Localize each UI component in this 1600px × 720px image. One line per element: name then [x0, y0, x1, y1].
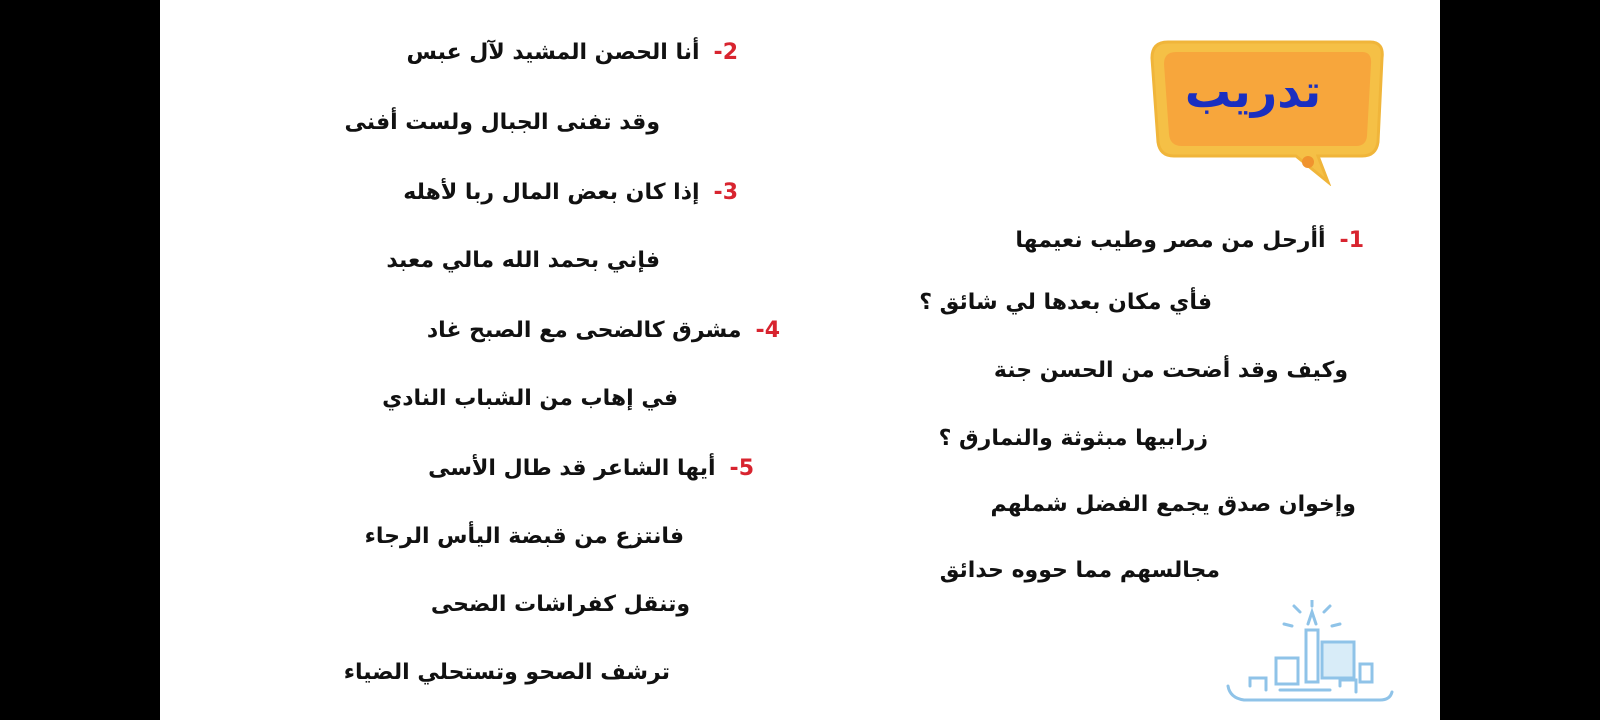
verse-number: 5-	[729, 456, 754, 481]
verse-3-line-2: فإني بحمد الله مالي معبد	[386, 248, 660, 273]
slide	[160, 0, 1440, 720]
verse-5-line-4: ترشف الصحو وتستحلي الضياء	[343, 660, 670, 685]
verse-4-line-2: في إهاب من الشباب النادي	[382, 386, 678, 411]
verse-5-line-2: فانتزع من قبضة اليأس الرجاء	[364, 524, 684, 549]
verse-number: 2-	[713, 40, 738, 65]
verse-4-line-1: 4-مشرق كالضحى مع الصبح غاد	[426, 318, 780, 343]
verse-1-line-4: زرابيها مبثوثة والنمارق ؟	[938, 426, 1208, 451]
verse-2-line-2: وقد تفنى الجبال ولست أفنى	[344, 110, 660, 135]
verse-5-line-1: 5-أيها الشاعر قد طال الأسى	[428, 456, 754, 481]
verse-3-line-1: 3-إذا كان بعض المال ربا لأهله	[403, 180, 738, 205]
verse-1-line-5: وإخوان صدق يجمع الفضل شملهم	[990, 492, 1356, 517]
verse-number: 3-	[713, 180, 738, 205]
verse-number: 4-	[755, 318, 780, 343]
verse-5-line-3: وتنقل كفراشات الضحى	[430, 592, 690, 617]
city-skyline-logo-icon	[1220, 600, 1400, 715]
verse-1-line-3: وكيف وقد أضحت من الحسن جنة	[993, 358, 1348, 383]
verse-2-line-1: 2-أنا الحصن المشيد لآل عبس	[406, 40, 738, 65]
verse-1-line-6: مجالسهم مما حووه حدائق	[939, 558, 1220, 583]
title-badge	[1148, 34, 1388, 186]
verse-number: 1-	[1339, 228, 1364, 253]
badge-title: تدريب	[1184, 64, 1322, 118]
verse-1-line-1: 1-أأرحل من مصر وطيب نعيمها	[1015, 228, 1364, 253]
verse-1-line-2: فأي مكان بعدها لي شائق ؟	[919, 290, 1212, 315]
